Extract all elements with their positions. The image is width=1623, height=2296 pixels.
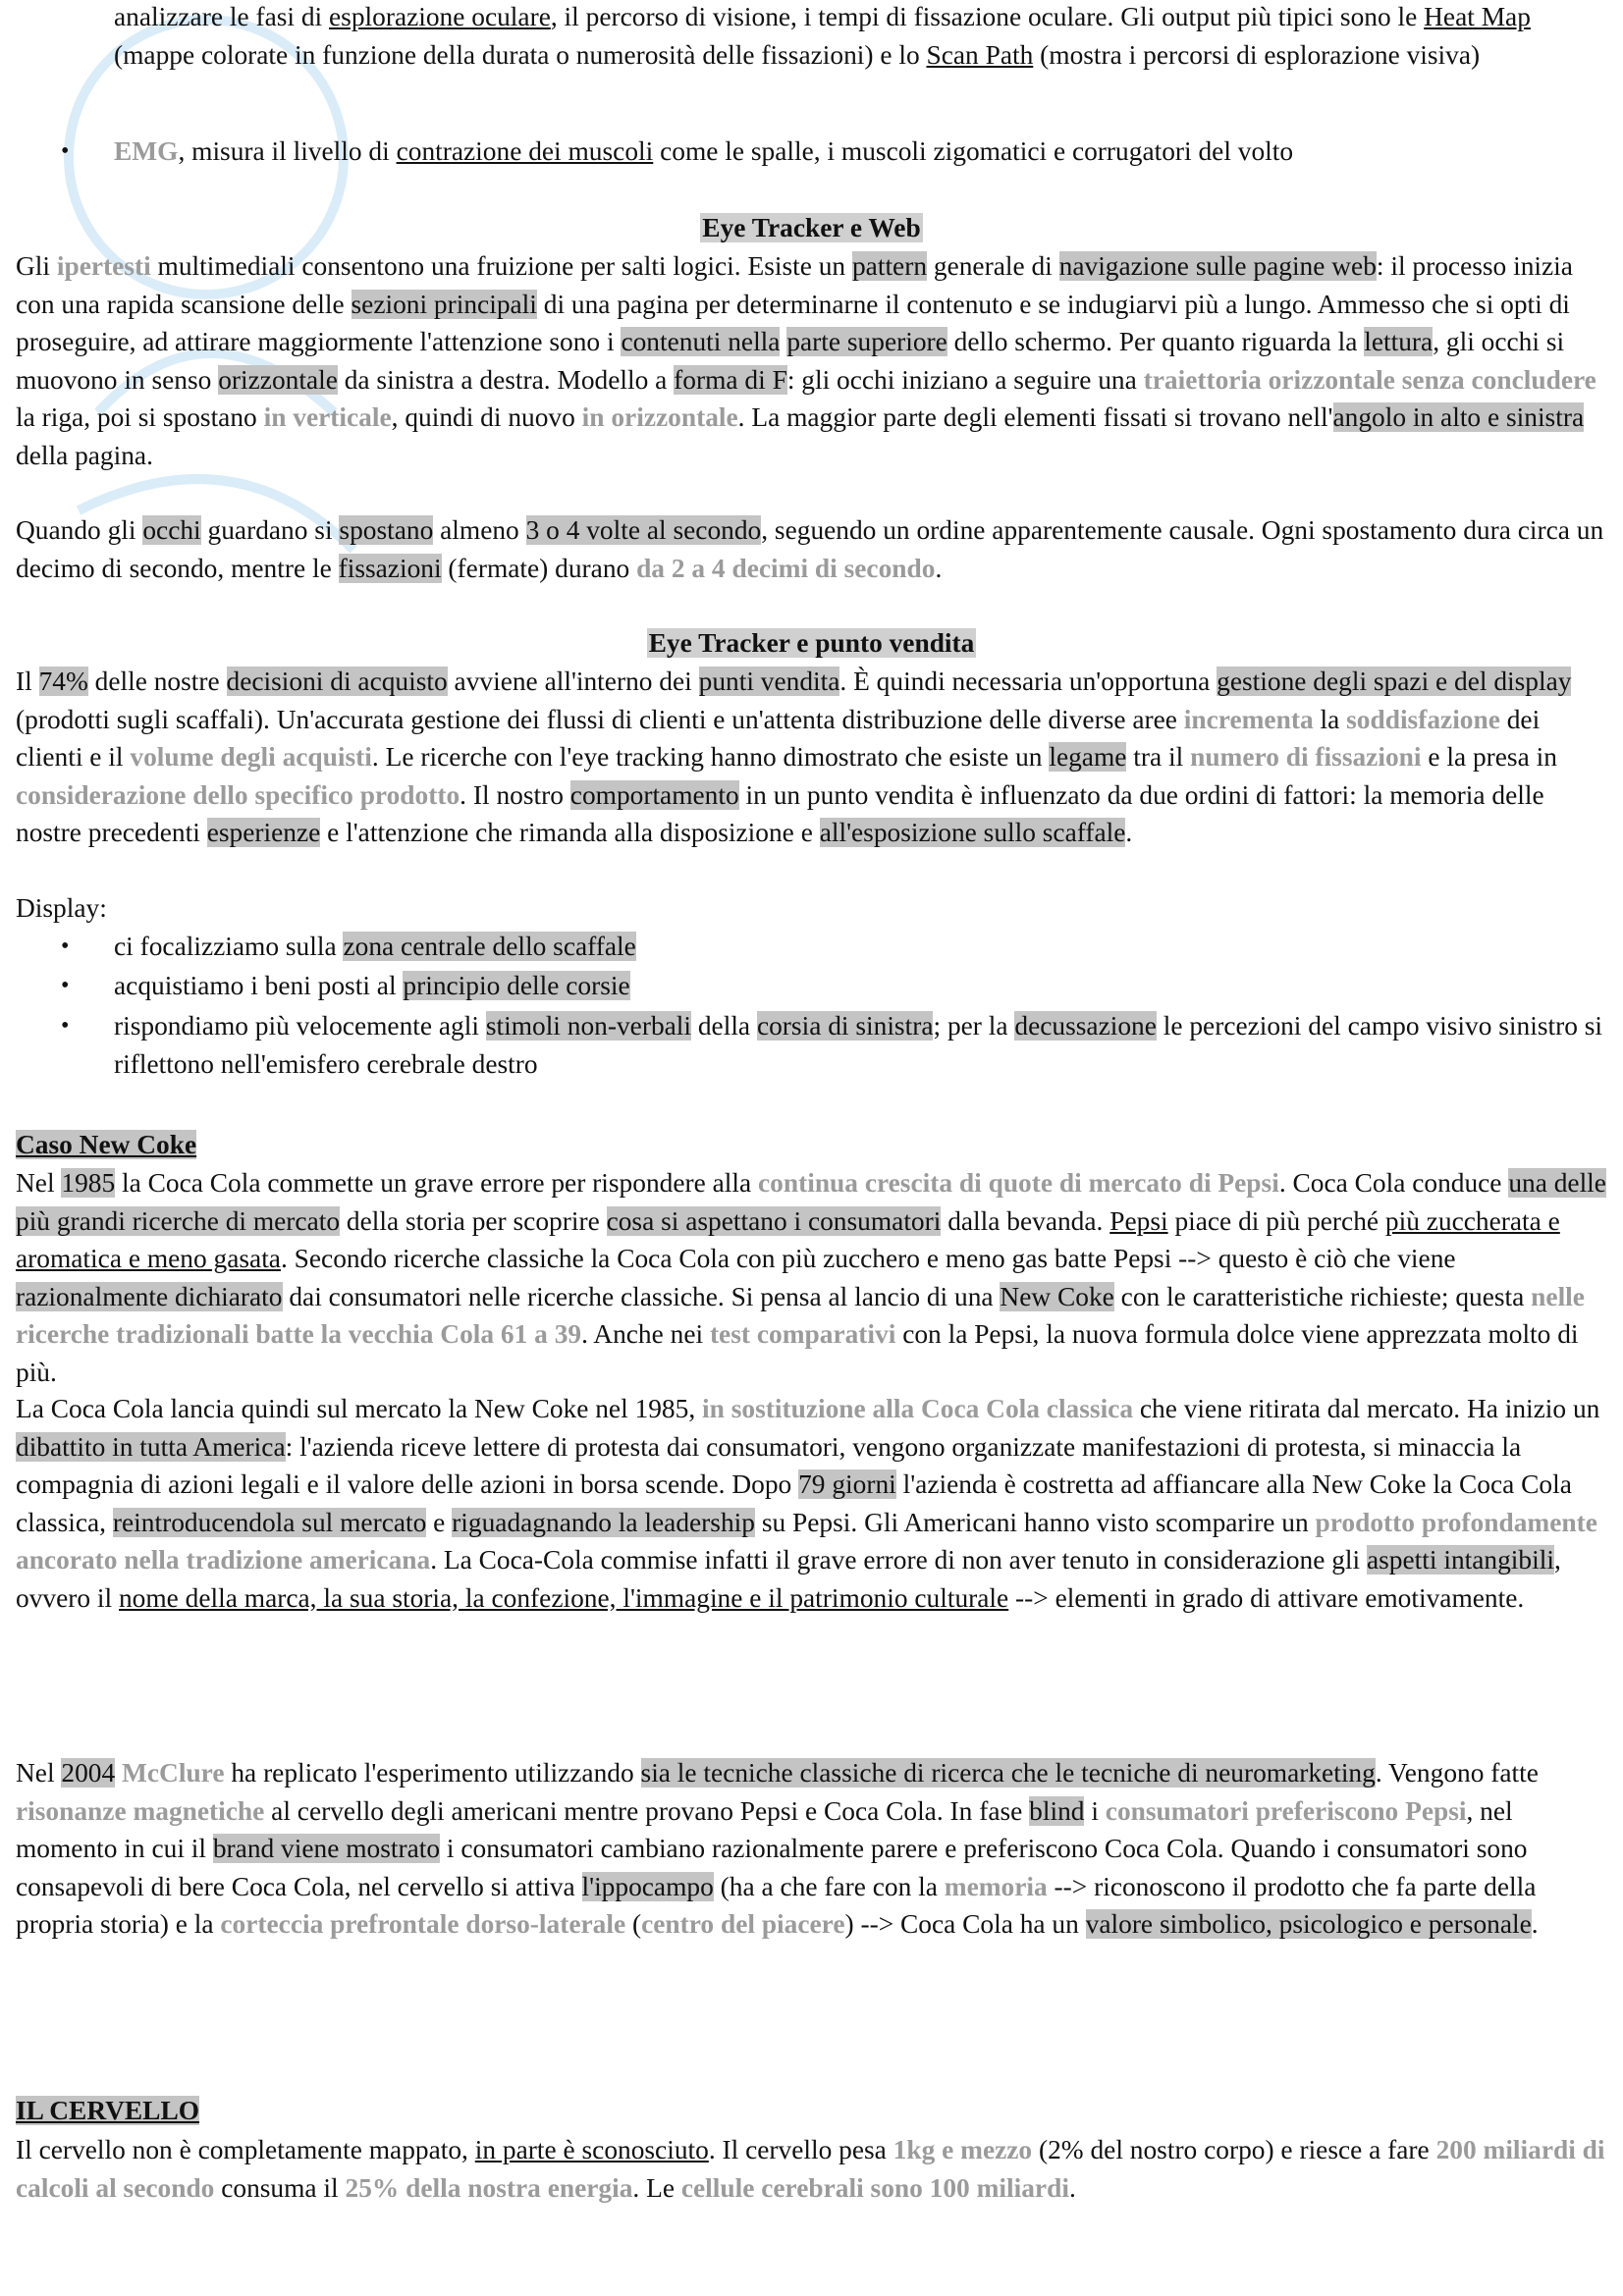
text-run: in un punto vendita è influenzato da due ordini di fattori: la memoria delle nostre precedenti (16, 779, 1544, 848)
text-run-gb: volume degli acquisti (130, 742, 372, 773)
text-run: rispondiamo più velocemente agli (114, 1011, 486, 1041)
text-run-hl: fissazioni (338, 553, 442, 583)
text-run: la riga, poi si spostano (16, 402, 264, 433)
text-run: dai consumatori nelle ricerche classiche. Si pensa al lancio di una (282, 1281, 1001, 1311)
text-run-u: esplorazione oculare (329, 2, 551, 31)
text-run: generale di (927, 251, 1059, 281)
text-run: della pagina. (16, 440, 153, 470)
text-run: , ovvero il (16, 1545, 1561, 1613)
text-run: la Coca Cola commette un grave errore per rispondere alla (115, 1168, 758, 1198)
text-run-hl: 1985 (61, 1168, 116, 1198)
text-run: ha replicato l'esperimento utilizzando (224, 1758, 641, 1788)
text-run-hl: navigazione sulle pagine web (1058, 251, 1377, 281)
text-run-hl: zona centrale dello scaffale (343, 932, 636, 961)
text-run-gb: corteccia prefrontale dorso-laterale (220, 1909, 626, 1940)
text-run-gb: da 2 a 4 decimi di secondo (636, 553, 936, 583)
text-run: (mappe colorate in funzione della durata o numerosità delle fissazioni) e lo (114, 39, 927, 70)
text-run-hl: contenuti nella (621, 327, 781, 357)
text-run: piace di più perché (1167, 1205, 1385, 1236)
text-run-hl: comportamento (569, 779, 739, 810)
new-coke-paragraph-2 (16, 1390, 1608, 1618)
text-run-hl: decisioni di acquisto (226, 667, 448, 696)
text-run: --> riconoscono il prodotto che fa parte della propria storia) e la (16, 1871, 1537, 1940)
text-run-gb: risonanze magnetiche (16, 1795, 265, 1826)
section-title-eye-web: Eye Tracker e Web (702, 213, 921, 242)
text-run-hl: legame (1049, 742, 1127, 773)
text-run-hl: decussazione (1014, 1011, 1157, 1041)
bullet-marker: • (61, 138, 70, 164)
text-run-gb: incrementa (1183, 704, 1314, 734)
text-run-gb: prodotto profondamente ancorato nella tradizione americana (16, 1507, 1597, 1575)
display-bullet-1 (114, 928, 1608, 966)
text-run-u: Pepsi (1109, 1205, 1168, 1236)
text-run-hl: sia le tecniche classiche di ricerca che le tecniche di neuromarketing (640, 1758, 1376, 1788)
text-run: dei clienti e il (16, 704, 1541, 773)
text-run-hl: 2004 (61, 1758, 116, 1788)
bullet-marker: • (61, 1013, 70, 1039)
text-run-hl: parte superiore (786, 327, 947, 357)
text-run-gb: memoria (944, 1871, 1048, 1901)
text-run-u: Heat Map (1424, 2, 1531, 31)
text-run: analizzare le fasi di (114, 2, 329, 31)
text-run-hl: forma di F (674, 364, 787, 395)
text-run: ; per la (933, 1011, 1015, 1041)
text-run: di una pagina per determinarne il contenuto e se indugiarvi più a lungo. Ammesso che si opti di proseguire, ad attirare maggiormente l'attenzione sono i (16, 289, 1570, 357)
text-run-hl: lettura (1364, 327, 1434, 357)
text-run-gb: in orizzontale (581, 402, 738, 433)
text-run: e l'attenzione che rimanda alla disposizione e (320, 818, 820, 848)
text-run-gb: numero di fissazioni (1190, 742, 1422, 773)
text-run: Gli (16, 251, 57, 281)
text-run: con la Pepsi, la nuova formula dolce viene apprezzata molto di più. (16, 1319, 1579, 1387)
text-run: i consumatori cambiano razionalmente parere e preferiscono Coca Cola. Quando i consumatori sono consapevoli di bere Coca Cola, nel cervello si attiva (16, 1834, 1528, 1901)
text-run: acquistiamo i beni posti al (114, 971, 404, 1000)
text-run-hl: l'ippocampo (581, 1871, 714, 1901)
text-run: . È quindi necessaria un'opportuna (839, 667, 1217, 696)
text-run: ci focalizziamo sulla (114, 932, 344, 961)
text-run: . (1068, 2172, 1076, 2203)
text-run-hl: una delle più grandi ricerche di mercato (16, 1168, 1606, 1236)
text-run: . Le (632, 2172, 681, 2203)
display-label: Display: (16, 893, 107, 923)
bullet-marker: • (61, 973, 70, 998)
text-run-hl: blind (1029, 1795, 1085, 1826)
text-run-hl: esperienze (206, 818, 321, 848)
text-run-hl: all'esposizione sullo scaffale (819, 818, 1126, 848)
text-run: che viene ritirata dal mercato. Ha inizio un (1133, 1394, 1600, 1423)
text-run: --> elementi in grado di attivare emotivamente. (1008, 1582, 1525, 1613)
text-run: l'azienda è costretta ad affiancare alla New Coke la Coca Cola classica, (16, 1469, 1572, 1537)
text-run-hl: 79 giorni (798, 1469, 896, 1500)
text-run: . Coca Cola conduce (1278, 1168, 1509, 1198)
text-run: almeno (433, 515, 526, 545)
text-run-gb: in verticale (263, 402, 392, 433)
text-run: . Il cervello pesa (708, 2135, 893, 2164)
text-run-gb: centro del piacere (641, 1909, 845, 1940)
text-run: le percezioni del campo visivo sinistro si riflettono nell'emisfero cerebrale destro (114, 1011, 1603, 1079)
text-run-u: Scan Path (926, 39, 1034, 70)
text-run: . (935, 553, 943, 583)
text-run-gb: traiettoria orizzontale senza concludere (1143, 364, 1596, 395)
text-run: con le caratteristiche richieste; questa (1113, 1281, 1532, 1311)
text-run: (prodotti sugli scaffali). Un'accurata gestione dei flussi di clienti e un'attenta distribuzione delle diverse aree (16, 704, 1184, 734)
text-run-gb: 200 miliardi di calcoli al secondo (16, 2135, 1605, 2203)
text-run-hl: reintroducendola sul mercato (112, 1507, 427, 1537)
text-run: e la presa in (1421, 742, 1557, 773)
text-run: consuma il (214, 2172, 346, 2203)
new-coke-paragraph-1 (16, 1164, 1608, 1392)
intro-fragment (114, 0, 1608, 74)
text-run-hl: punti vendita (698, 667, 840, 696)
text-run: la (1313, 704, 1347, 734)
text-run: dalla bevanda. (941, 1205, 1110, 1236)
text-run-gb: test comparativi (709, 1319, 896, 1350)
text-run-gb: in sostituzione alla Coca Cola classica (702, 1394, 1134, 1423)
text-run-gb: considerazione dello specifico prodotto (16, 779, 460, 810)
section-title-eye-store: Eye Tracker e punto vendita (648, 628, 975, 658)
text-run-hl: 74% (38, 667, 88, 696)
text-run: ( (625, 1909, 642, 1940)
text-run-gb: 25% della nostra energia (345, 2172, 633, 2203)
text-run-hl: stimoli non-verbali (485, 1011, 692, 1041)
brain-paragraph (16, 2131, 1608, 2207)
text-run: della storia per scoprire (340, 1205, 607, 1236)
text-run: (ha a che fare con la (713, 1871, 945, 1901)
text-run: . Vengono fatte (1375, 1758, 1539, 1788)
text-run: La Coca Cola lancia quindi sul mercato la New Coke nel 1985, (16, 1394, 703, 1423)
display-bullet-3 (114, 1007, 1608, 1083)
text-run-hl: cosa si aspettano i consumatori (606, 1205, 942, 1236)
text-run: tra il (1126, 742, 1191, 773)
text-run-hl: New Coke (1000, 1281, 1114, 1311)
eye-web-paragraph-1 (16, 247, 1608, 475)
text-run: e (426, 1507, 453, 1537)
text-run: Il cervello non è completamente mappato, (16, 2135, 475, 2164)
text-run-hl: sezioni principali (351, 289, 537, 319)
text-run: Il (16, 667, 39, 696)
text-run: al cervello degli americani mentre provano Pepsi e Coca Cola. In fase (264, 1795, 1030, 1826)
text-run-hl: dibattito in tutta America (16, 1431, 286, 1462)
text-run: : gli occhi iniziano a seguire una (786, 364, 1144, 395)
text-run: . Secondo ricerche classiche la Coca Cola con più zucchero e meno gas batte Pepsi --> questo è ciò che viene (280, 1244, 1456, 1274)
text-run-hl: brand viene mostrato (212, 1834, 441, 1864)
text-run-hl: angolo in alto e sinistra (1332, 402, 1585, 433)
text-run: : il processo inizia con una rapida scansione delle (16, 251, 1573, 319)
text-run-hl: razionalmente dichiarato (16, 1281, 283, 1311)
emg-bullet (114, 133, 1608, 171)
text-run: , seguendo un ordine apparentemente causale. Ogni spostamento dura circa un decimo di secondo, mentre le (16, 515, 1604, 583)
text-run: , misura il livello di (178, 136, 397, 166)
text-run: delle nostre (87, 667, 227, 696)
text-run-hl: pattern (851, 251, 928, 281)
text-run: . Anche nei (581, 1319, 710, 1350)
text-run-u: in parte è sconosciuto (474, 2135, 709, 2164)
text-run: . Le ricerche con l'eye tracking hanno dimostrato che esiste un (371, 742, 1050, 773)
text-run-hl: spostano (339, 515, 434, 545)
text-run: multimediali consentono una fruizione per salti logici. Esiste un (150, 251, 852, 281)
section-title-new-coke: Caso New Coke (16, 1130, 197, 1159)
text-run-hl: gestione degli spazi e del display (1217, 667, 1572, 696)
text-run: Quando gli (16, 515, 143, 545)
text-run-hl: orizzontale (218, 364, 338, 395)
text-run: avviene all'interno dei (447, 667, 699, 696)
text-run: dello schermo. Per quanto riguarda la (947, 327, 1365, 357)
text-run: , gli occhi si muovono in senso (16, 327, 1565, 395)
text-run-u: più zuccherata e aromatica e meno gasata (16, 1205, 1560, 1274)
text-run-gb: nelle ricerche tradizionali batte la vecchia Cola 61 a 39 (16, 1281, 1585, 1350)
text-run-gb: McClure (122, 1758, 225, 1788)
text-run: : l'azienda riceve lettere di protesta dai consumatori, vengono organizzate manifestazioni di protesta, si minaccia la compagnia di azioni legali e il valore delle azioni in borsa scende. Dopo (16, 1431, 1522, 1500)
display-bullet-2 (114, 967, 1608, 1005)
text-run-hl: riguadagnando la leadership (452, 1507, 755, 1537)
text-run-gb: ipertesti (56, 251, 151, 281)
text-run: . La maggior parte degli elementi fissati si trovano nell' (737, 402, 1333, 433)
text-run: (fermate) durano (441, 553, 637, 583)
eye-store-paragraph (16, 663, 1608, 852)
text-run: , il percorso di visione, i tempi di fissazione oculare. Gli output più tipici sono le (550, 2, 1425, 31)
text-run-hl: 3 o 4 volte al secondo (525, 515, 762, 545)
text-run: da sinistra a destra. Modello a (337, 364, 675, 395)
text-run: , nel momento in cui il (16, 1795, 1513, 1864)
text-run-u: nome della marca, la sua storia, la confezione, l'immagine e il patrimonio culturale (118, 1582, 1009, 1613)
text-run-gb: consumatori preferiscono Pepsi (1105, 1795, 1467, 1826)
text-run: . Il nostro (460, 779, 570, 810)
text-run-gb: cellule cerebrali sono 100 miliardi (680, 2172, 1069, 2203)
text-run: (2% del nostro corpo) e riesce a fare (1032, 2135, 1436, 2164)
text-run-gb: 1kg e mezzo (893, 2135, 1033, 2164)
text-run: ) --> Coca Cola ha un (844, 1909, 1086, 1940)
text-run: Nel (16, 1168, 62, 1198)
text-run-hl: corsia di sinistra (756, 1011, 934, 1041)
text-run-hl: valore simbolico, psicologico e personale (1085, 1909, 1532, 1940)
text-run: i (1084, 1795, 1106, 1826)
text-run: su Pepsi. Gli Americani hanno visto scomparire un (754, 1507, 1316, 1537)
text-run-gb: EMG (114, 136, 179, 166)
text-run: guardano si (200, 515, 340, 545)
new-coke-paragraph-3 (16, 1754, 1608, 1944)
text-run: . La Coca-Cola commise infatti il grave errore di non aver tenuto in considerazione gli (430, 1545, 1367, 1575)
text-run: Nel (16, 1758, 62, 1788)
eye-web-paragraph-2 (16, 511, 1608, 587)
text-run-hl: principio delle corsie (403, 971, 630, 1000)
text-run-hl: occhi (142, 515, 201, 545)
bullet-marker: • (61, 934, 70, 959)
text-run: (mostra i percorsi di esplorazione visiva) (1033, 39, 1481, 70)
text-run: della (691, 1011, 757, 1041)
text-run-u: contrazione dei muscoli (396, 136, 654, 166)
text-run: . (1125, 818, 1133, 848)
text-run-gb: soddisfazione (1346, 704, 1500, 734)
text-run-hl: aspetti intangibili (1366, 1545, 1554, 1575)
text-run-gb: continua crescita di quote di mercato di Pepsi (758, 1168, 1279, 1198)
text-run: . (1531, 1909, 1539, 1940)
text-run: , quindi di nuovo (391, 402, 582, 433)
text-run: come le spalle, i muscoli zigomatici e corrugatori del volto (653, 136, 1294, 166)
section-title-brain: IL CERVELLO (16, 2096, 200, 2125)
